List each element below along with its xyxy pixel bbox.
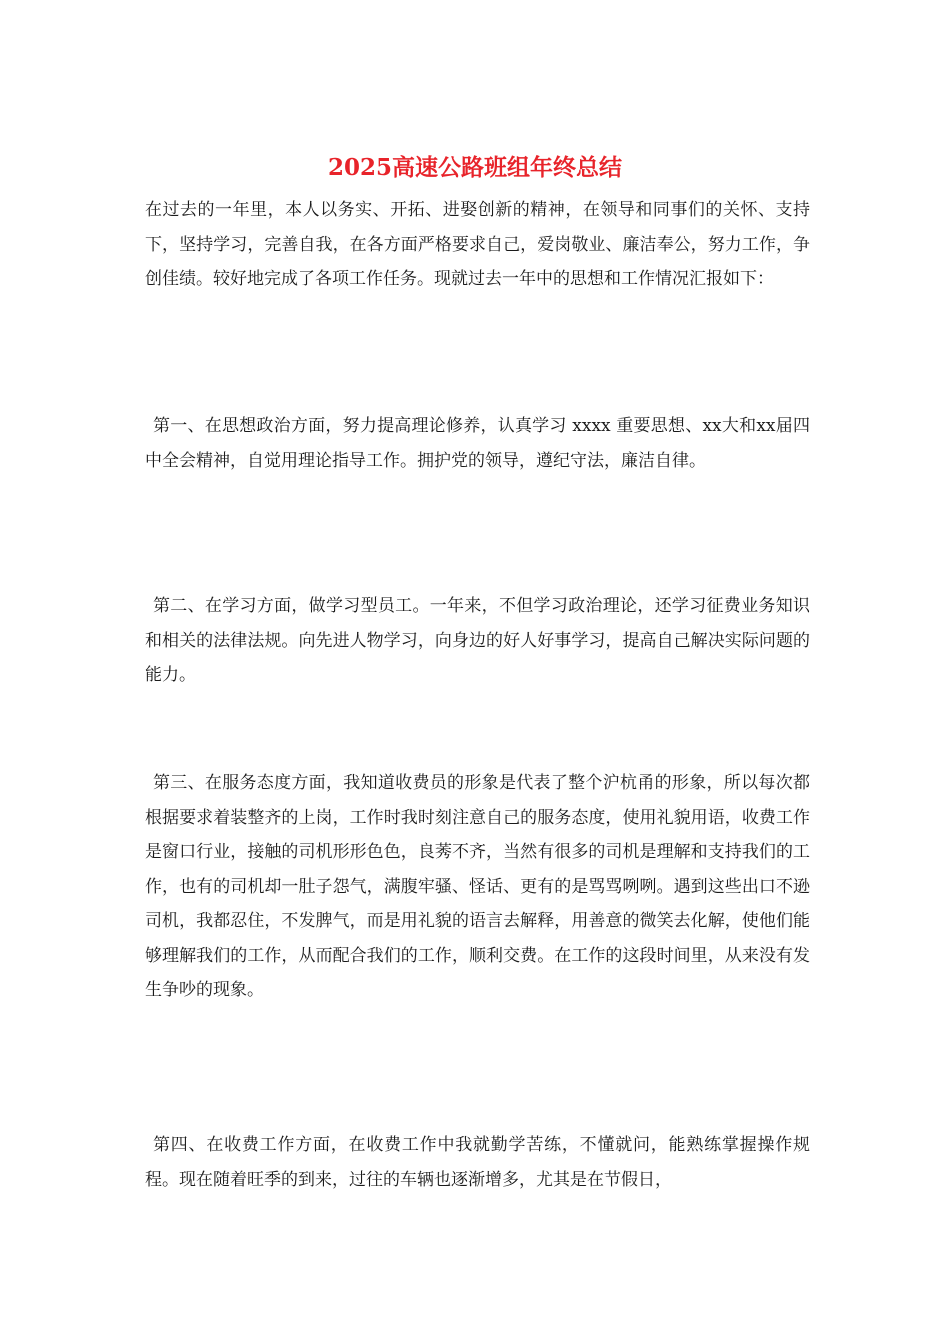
paragraph-political: 第一、在思想政治方面，努力提高理论修养，认真学习 xxxx 重要思想、xx大和xx届四中全会精神，自觉用理论指导工作。拥护党的领导，遵纪守法，廉洁自律。 (145, 416, 810, 471)
paragraph-service-attitude: 第三、在服务态度方面，我知道收费员的形象是代表了整个沪杭甬的形象，所以每次都根据要求着装整齐的上岗，工作时我时刻注意自己的服务态度，使用礼貌用语，收费工作是窗口行业，接触的司机形形色色，良莠不齐，当然有很多的司机是理解和支持我们的工作，也有的司机却一肚子怨气，满腹牢骚、怪话、更有的是骂骂咧咧。遇到这些出口不逊司机，我都忍住，不发脾气，而是用礼貌的语言去解释，用善意的微笑去化解，使他们能够理解我们的工作，从而配合我们的工作，顺利交费。在工作的这段时间里，从来没有发生争吵的现象。 (145, 773, 810, 1000)
paragraph-intro: 在过去的一年里，本人以务实、开拓、进娶创新的精神，在领导和同事们的关怀、支持下，坚持学习，完善自我，在各方面严格要求自己，爱岗敬业、廉洁奉公，努力工作，争创佳绩。较好地完成了各项工作任务。现就过去一年中的思想和工作情况汇报如下： (145, 200, 810, 289)
document-title: 2025高速公路班组年终总结 (327, 154, 622, 181)
paragraph-toll-work: 第四、在收费工作方面，在收费工作中我就勤学苦练，不懂就问，能熟练掌握操作规程。现在随着旺季的到来，过往的车辆也逐渐增多，尤其是在节假日， (145, 1135, 810, 1190)
paragraph-study: 第二、在学习方面，做学习型员工。一年来，不但学习政治理论，还学习征费业务知识和相关的法律法规。向先进人物学习，向身边的好人好事学习，提高自己解决实际问题的能力。 (145, 596, 810, 685)
